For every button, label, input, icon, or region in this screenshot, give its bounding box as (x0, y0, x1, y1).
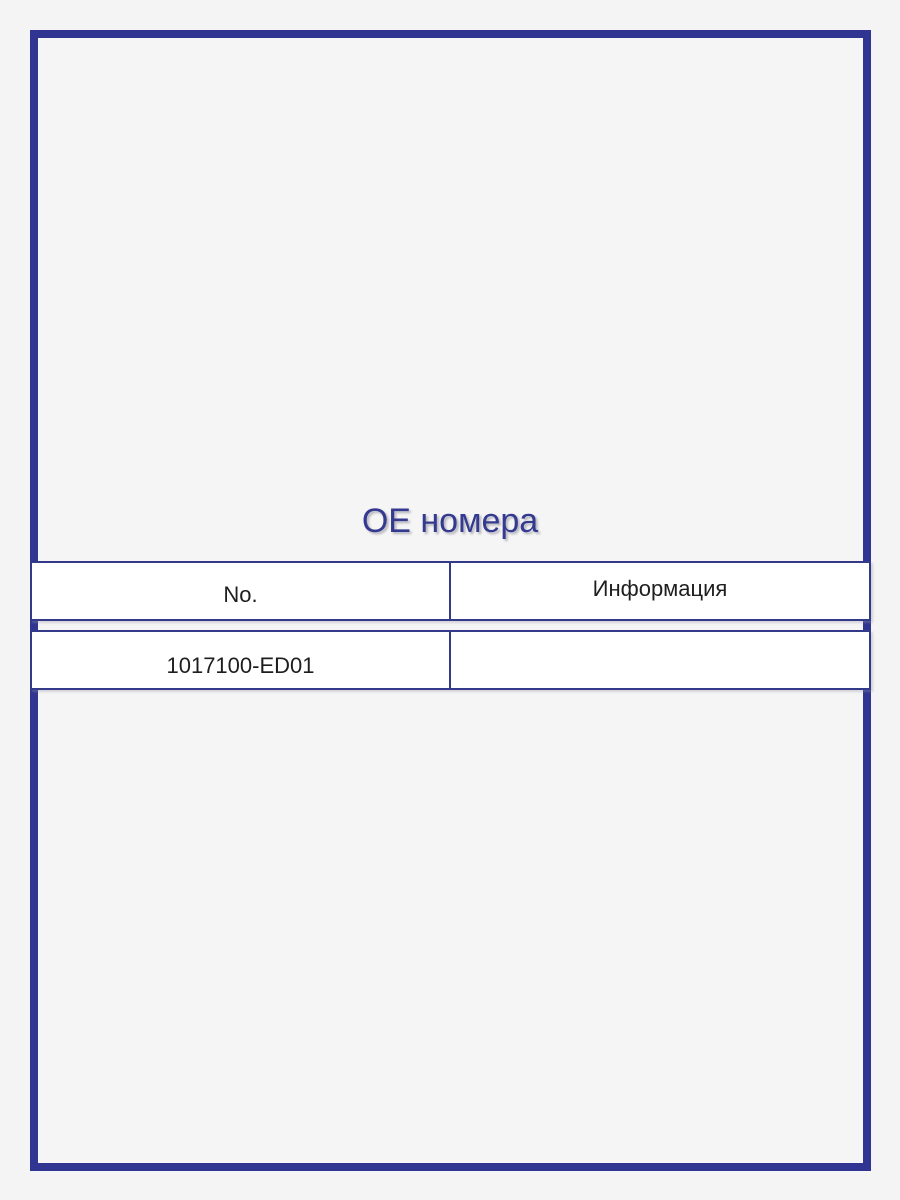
page-title: OE номера (361, 502, 539, 540)
header-number: No. (32, 563, 451, 619)
information-cell (451, 632, 869, 688)
oe-number-cell: 1017100-ED01 (32, 632, 451, 688)
header-information: Информация (592, 576, 728, 601)
table-header-row (30, 561, 871, 621)
table-row (30, 630, 871, 690)
